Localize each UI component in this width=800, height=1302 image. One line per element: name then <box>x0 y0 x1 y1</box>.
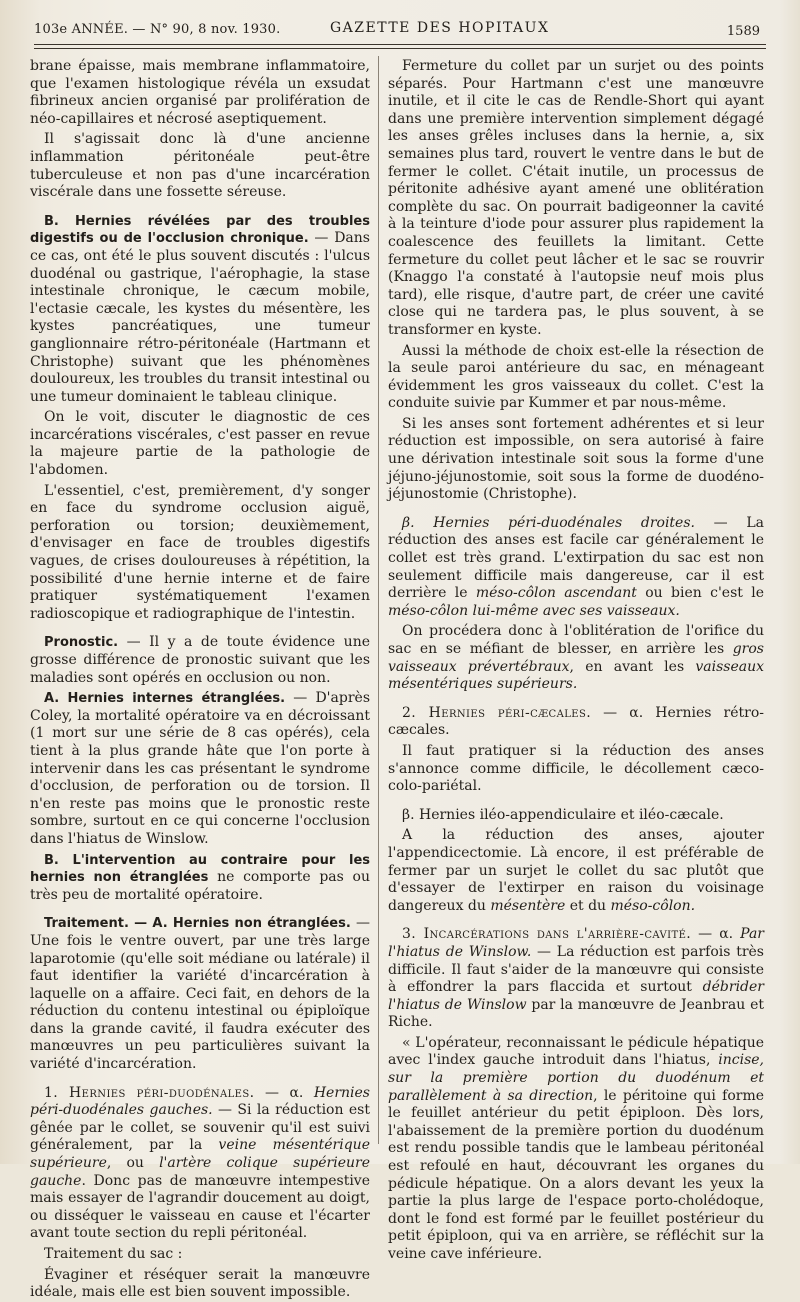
column-divider <box>378 56 379 1144</box>
italic-text: vaisseaux mésentériques supérieurs. <box>388 658 765 693</box>
paragraph-text: et du <box>565 897 611 914</box>
paragraph-text: . Donc pas de manœuvre intempestive mais essayer de l'agrandir doucement au doigt, ou disséquer le vaisseau en cause et l'écarter avant toute section du repli péritonéal. <box>30 1172 370 1242</box>
paragraph: Si les anses sont fortement adhérentes et si leur réduction est impossible, on sera autorisé à faire une dérivation intestinale soit sous la forme d'une jéjuno-jéjunostomie, soit sous la forme de duodéno-jéjunostomie (Christophe). <box>388 415 764 503</box>
italic-text: Hernies péri-duodénales gauches. <box>30 1084 370 1119</box>
paragraph <box>388 623 764 693</box>
paragraph <box>388 515 764 621</box>
italic-text: β. Hernies péri-duodénales droites. <box>402 514 695 531</box>
header-rule-thin <box>34 48 766 49</box>
paragraph <box>388 926 764 1032</box>
paragraph <box>30 852 370 905</box>
paragraph-text: , en avant les <box>569 658 696 675</box>
paragraph-text: ou bien c'est le <box>636 585 764 602</box>
paragraph: Aussi la méthode de choix est-elle la résection de la seule paroi antérieure du sac, en ménageant évidemment les gros vaisseaux du collet. C'est la conduite suivie par Kummer et par nous-même. <box>388 342 764 412</box>
section-heading: 1. Hernies péri-duodénales. <box>44 1084 255 1101</box>
section-heading: B. Hernies révélées par des troubles digestifs ou de l'occlusion chronique. <box>30 213 370 247</box>
italic-text: gros vaisseaux prévertébraux <box>388 641 764 675</box>
paragraph: β. Hernies iléo-appendiculaire et iléo-cæcale. <box>402 806 724 823</box>
paragraph-text: par la manœuvre de Jeanbrau et Riche. <box>388 996 764 1031</box>
header-rule <box>34 44 766 45</box>
paragraph-text: — Dans ce cas, ont été le plus souvent discutés : l'ulcus duodénal ou gastrique, l'aérophagie, la stase intestinale chronique, le cæcum mobile, l'ectasie cæcale, les kystes du mésentère, les kystes pancréatiques, une tumeur ganglionnaire rétro-péritonéale (Hartmann et Christophe) suivant que les phénomènes douloureux, les troubles du transit intestinal ou une tumeur dominaient le tableau clinique. <box>30 230 370 405</box>
paragraph-text: — D'après Coley, la mortalité opératoire va en décroissant (1 mort sur une série de 8 cas opérés), cela tient à la plus grande hâte que l'on porte à intervenir dans les cas présentant le syndrome d'occlusion, de perforation ou de torsion. Il n'en reste pas moins que le pronostic reste sombre, surtout en ce qui concerne l'occlusion dans l'hiatus de Winslow. <box>30 690 370 847</box>
right-column <box>388 58 765 1262</box>
page-header <box>30 14 760 44</box>
section-heading: 3. Incarcérations dans l'arrière-cavité. <box>402 926 692 943</box>
italic-text: veine mésentérique supérieure <box>30 1137 370 1172</box>
paragraph-text: On procédera donc à l'oblitération de l'orifice du sac en se méfiant de blesser, en arrière les <box>388 623 764 657</box>
section-heading: 2. Hernies péri-cæcales. <box>402 704 592 721</box>
italic-text: méso-côlon. <box>610 897 696 914</box>
paragraph-text: — La réduction des anses est facile car généralement le collet est très grand. L'extirpation du sac est non seulement difficile mais dangereuse, car il est derrière le <box>388 514 765 602</box>
paragraph-text: — α. Hernies rétro-cæcales. <box>388 704 765 739</box>
paragraph <box>30 690 370 848</box>
section-heading: B. L'intervention au contraire pour les hernies non étranglées <box>30 852 370 886</box>
italic-text: débrider l'hiatus de Winslow <box>388 979 764 1013</box>
paragraph: On le voit, discuter le diagnostic de ces incarcérations viscérales, c'est passer en revue la majeure partie de la pathologie de l'abdomen. <box>30 409 370 479</box>
italic-text: méso-côlon lui-même avec ses vaisseaux. <box>388 602 680 619</box>
paragraph-text: « L'opérateur, reconnaissant le pédicule hépatique avec l'index gauche introduit dans l'hiatus, <box>388 1034 764 1069</box>
paragraph-text: , ou <box>106 1155 160 1172</box>
page-number: 1589 <box>726 24 760 39</box>
paragraph <box>388 705 764 740</box>
paragraph: Il s'agissait donc là d'une ancienne inflammation péritonéale peut-être tuberculeuse et non pas d'une incarcération viscérale dans une fossette séreuse. <box>30 131 370 201</box>
left-column <box>30 58 371 1301</box>
paragraph-text: — Si la réduction est gênée par le collet, se souvenir qu'il est suivi généralement, par la <box>30 1102 370 1154</box>
paragraph-text: — α. <box>691 926 741 943</box>
paragraph <box>30 213 370 407</box>
paragraph-text: — Une fois le ventre ouvert, par une très large laparotomie (qu'elle soit médiane ou latérale) il faut identifier la variété d'incarcération à laquelle on a affaire. Ceci fait, en dehors de la réduction du contenu intestinal ou épiploïque dans la grande cavité, il faudra exécuter des manœuvres un peu particulières suivant la variété d'incarcération. <box>30 915 371 1073</box>
italic-text: incise, sur la première portion du duodénum et parallèlement à sa direction <box>388 1052 764 1104</box>
paragraph: Fermeture du collet par un surjet ou des points séparés. Pour Hartmann c'est une manœuvre inutile, et il cite le cas de Rendle-Short qui ayant dans une première intervention simplement dégagé les anses grêles incluses dans la hernie, a, six semaines plus tard, rouvert le ventre dans le but de fermer le collet. C'était inutile, un processus de péritonite adhésive ayant amené une oblitération complète du sac. On pourrait badigeonner la cavité à la teinture d'iode pour assurer plus rapidement la coalescence des feuillets la limitant. Cette fermeture du collet peut lâcher et le sac se rouvrir (Knaggo l'a constaté à l'autopsie neuf mois plus tard), elle risque, d'autre part, de créer une cavité close qui ne tardera pas, le plus souvent, à se transformer en kyste. <box>388 58 764 338</box>
paragraph-text: , le péritoine qui forme le feuillet antérieur du petit épiploon. Dès lors, l'abaissement de la première portion du duodénum est rendu possible tandis que le lambeau péritonéal est refoulé en haut, découvrant les organes du pédicule hépatique. On a alors devant les yeux la partie la plus large de l'espace porto-cholédoque, dont le fond est formé par le feuillet postérieur du petit épiploon, qui va en arrière, se réfléchit sur la veine cave inférieure. <box>388 1087 764 1262</box>
section-heading: A. Hernies internes étranglées. <box>44 691 286 707</box>
italic-text: l'artère colique supérieure gauche <box>30 1155 370 1189</box>
paragraph-text: — Il y a de toute évidence une grosse différence de pronostic suivant que les maladies sont opérés en occlusion ou non. <box>30 634 370 686</box>
paragraph-text: ne comporte pas ou très peu de mortalité opératoire. <box>30 869 370 903</box>
paragraph: Traitement du sac : <box>44 1246 183 1262</box>
paragraph <box>388 827 764 915</box>
section-heading: Traitement. — A. Hernies non étranglées. <box>44 916 351 932</box>
paragraph: Il faut pratiquer si la réduction des anses s'annonce comme difficile, le décollement cæco-colo-pariétal. <box>388 742 764 795</box>
paragraph <box>388 1035 764 1264</box>
paragraph: brane épaisse, mais membrane inflammatoire, que l'examen histologique révéla un exsudat fibrineux ancien organisé par prolifération de néo-capillaires et nécrosé aseptiquement. <box>30 58 370 127</box>
journal-title: GAZETTE DES HOPITAUX <box>330 20 550 36</box>
section-heading: Pronostic. <box>44 635 119 651</box>
italic-text: Par l'hiatus de Winslow. <box>388 926 764 960</box>
paragraph: L'essentiel, c'est, premièrement, d'y songer en face du syndrome occlusion aiguë, perforation ou torsion; deuxièmement, d'envisager en face de troubles digestifs vagues, de crises douloureuses à répétition, la possibilité d'une hernie interne et de faire pratiquer systématiquement l'examen radioscopique et radiographique de l'intestin. <box>30 482 370 622</box>
issue-line: 103e ANNÉE. — N° 90, 8 nov. 1930. <box>34 22 281 37</box>
italic-text: méso-côlon ascendant <box>475 585 637 602</box>
paragraph <box>30 634 370 687</box>
paragraph-text: — α. <box>254 1084 314 1101</box>
paragraph-text: A la réduction des anses, ajouter l'appendicectomie. Là encore, il est préférable de fermer par un surjet le collet du sac plutôt que d'essayer de l'extirper en raison du voisinage dangereux du <box>388 827 764 914</box>
paragraph-text: — La réduction est parfois très difficile. Il faut s'aider de la manœuvre qui consiste à effondrer la pars flaccida et surtout <box>388 943 764 996</box>
italic-text: mésentère <box>490 897 566 914</box>
paragraph <box>30 915 370 1073</box>
paragraph: Évaginer et réséquer serait la manœuvre idéale, mais elle est bien souvent impossible. <box>30 1266 370 1301</box>
